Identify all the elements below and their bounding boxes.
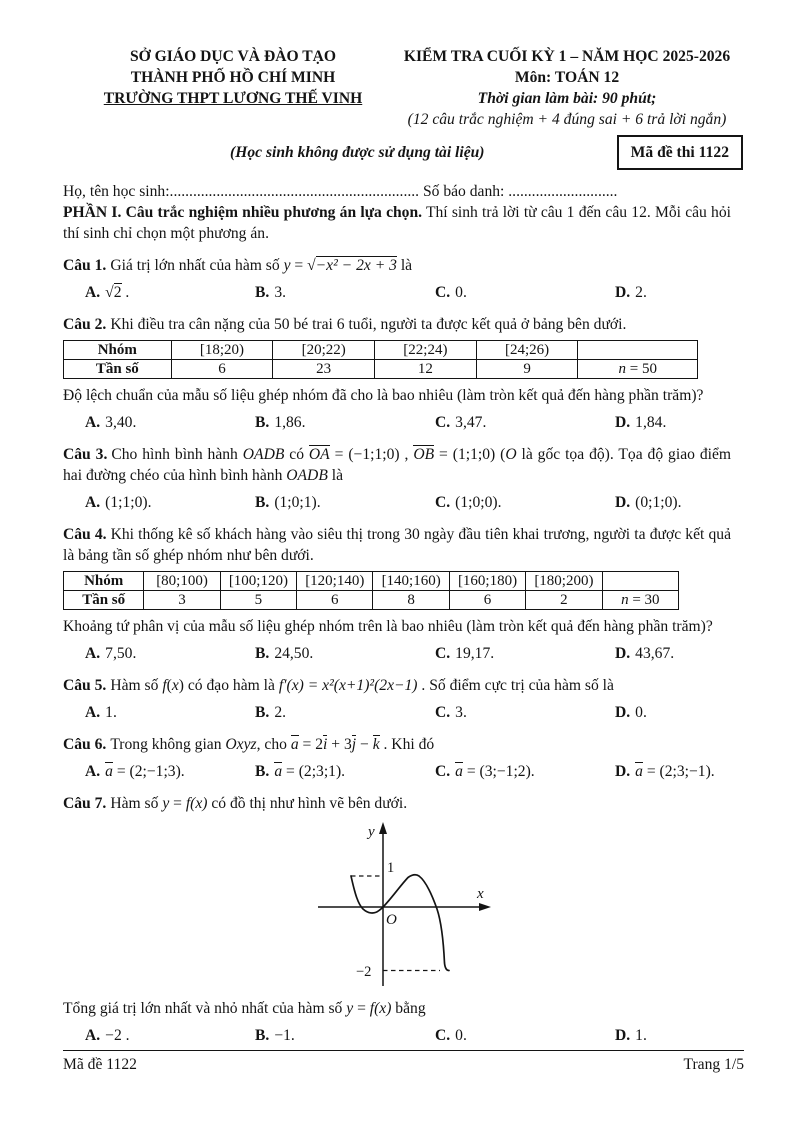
- table-cell: 3: [144, 591, 220, 610]
- table-cell: [22;24): [375, 341, 477, 360]
- exam-structure: (12 câu trắc nghiệm + 4 đúng sai + 6 trả lời ngắn): [407, 111, 727, 128]
- table-cell: 8: [373, 591, 449, 610]
- table-cell: [120;140): [297, 572, 373, 591]
- table-cell: n = 50: [578, 360, 698, 379]
- question-2-label: Câu 2.: [63, 316, 107, 333]
- table-cell: Tần số: [64, 591, 144, 610]
- q2-frequency-table: [63, 340, 698, 379]
- question-2: [63, 314, 731, 433]
- question-1-option-b: B. 3.: [255, 284, 287, 301]
- origin-label: O: [386, 912, 397, 928]
- exam-title: KIỂM TRA CUỐI KỲ 1 – NĂM HỌC 2025-2026: [403, 48, 731, 65]
- question-6-body: Trong không gian Oxyz, cho a = 2i + 3j − k . Khi đó: [110, 736, 435, 753]
- question-1-option-c: C. 0.: [435, 284, 467, 301]
- question-7-label: Câu 7.: [63, 795, 107, 812]
- question-6: [63, 734, 731, 782]
- question-3-text: [63, 444, 731, 486]
- part1-heading-rest: Thí sinh trả lời từ câu 1 đến câu 12. Mỗi câu hỏi thí sinh chỉ chọn một phương án.: [63, 204, 731, 242]
- table-cell: 5: [220, 591, 296, 610]
- table-cell: Nhóm: [64, 341, 172, 360]
- question-5-option-b: B. 2.: [255, 704, 287, 721]
- table-cell: [602, 572, 678, 591]
- footer-exam-code: Mã đề 1122: [63, 1056, 137, 1073]
- table-cell: [140;160): [373, 572, 449, 591]
- question-5-text: [63, 675, 731, 696]
- no-materials-note: (Học sinh không được sử dụng tài liệu): [230, 144, 485, 161]
- question-3-option-d: D. (0;1;0).: [615, 494, 682, 511]
- question-4-text: [63, 524, 731, 566]
- question-1-body: Giá trị lớn nhất của hàm số y = √−x² − 2x + 3 là: [110, 257, 413, 274]
- tick-label-1: 1: [387, 860, 395, 876]
- question-6-option-b: B. a = (2;3;1).: [255, 763, 346, 780]
- table-cell: [100;120): [220, 572, 296, 591]
- school-name: TRƯỜNG THPT LƯƠNG THẾ VINH: [103, 90, 363, 107]
- question-6-text: [63, 734, 731, 755]
- q7-function-graph: [310, 820, 510, 992]
- student-name-dots: ................................................................: [169, 183, 420, 200]
- question-6-option-d: D. a = (2;3;−1).: [615, 763, 715, 780]
- header: [63, 46, 731, 130]
- question-3-option-a: A. (1;1;0).: [85, 494, 152, 511]
- question-2-options: [63, 412, 731, 433]
- q4-frequency-table: [63, 571, 679, 610]
- part1-heading-bold: PHẦN I. Câu trắc nghiệm nhiều phương án lựa chọn.: [63, 204, 423, 221]
- table-cell: 23: [273, 360, 375, 379]
- question-1-label: Câu 1.: [63, 257, 107, 274]
- question-3: [63, 444, 731, 513]
- exam-duration: Thời gian làm bài: 90 phút;: [477, 90, 657, 107]
- question-4: [63, 524, 731, 664]
- question-6-options: [63, 761, 731, 782]
- part1-heading: [63, 202, 731, 244]
- question-7: [63, 793, 731, 1046]
- table-cell: 6: [171, 360, 273, 379]
- question-6-option-a: A. a = (2;−1;3).: [85, 763, 185, 780]
- question-4-label: Câu 4.: [63, 526, 107, 543]
- table-cell: n = 30: [602, 591, 678, 610]
- table-cell: [80;100): [144, 572, 220, 591]
- question-7-body: Hàm số y = f(x) có đồ thị như hình vẽ bên dưới.: [110, 795, 408, 812]
- question-1-option-d: D. 2.: [615, 284, 647, 301]
- question-5-label: Câu 5.: [63, 677, 107, 694]
- question-2-ask: Độ lệch chuẩn của mẫu số liệu ghép nhóm đã cho là bao nhiêu (làm tròn kết quả đến hàng phần trăm)?: [63, 387, 704, 404]
- question-2-option-a: A. 3,40.: [85, 414, 137, 431]
- table-cell: Tần số: [64, 360, 172, 379]
- question-1-option-a: A. √2 .: [85, 284, 130, 301]
- department-name: SỞ GIÁO DỤC VÀ ĐÀO TẠO: [129, 48, 337, 65]
- question-2-text: [63, 314, 731, 335]
- question-7-option-c: C. 0.: [435, 1027, 467, 1044]
- note-row: [63, 135, 731, 170]
- question-5-body: Hàm số f(x) có đạo hàm là f′(x) = x²(x+1)²(2x−1) . Số điểm cực trị của hàm số là: [110, 677, 614, 694]
- question-5: [63, 675, 731, 723]
- table-cell: [18;20): [171, 341, 273, 360]
- question-1-text: [63, 255, 731, 276]
- table-cell: 2: [526, 591, 602, 610]
- question-1: [63, 255, 731, 303]
- question-3-option-b: B. (1;0;1).: [255, 494, 321, 511]
- x-axis-label: x: [477, 886, 484, 902]
- question-2-option-d: D. 1,84.: [615, 414, 667, 431]
- question-2-body: Khi điều tra cân nặng của 50 bé trai 6 tuổi, người ta được kết quả ở bảng bên dưới.: [110, 316, 627, 333]
- table-cell: 6: [297, 591, 373, 610]
- question-6-label: Câu 6.: [63, 736, 107, 753]
- question-3-options: [63, 492, 731, 513]
- question-1-options: [63, 282, 731, 303]
- question-4-option-d: D. 43,67.: [615, 645, 675, 662]
- table-cell: 6: [449, 591, 525, 610]
- exam-subject: Môn: TOÁN 12: [514, 69, 620, 86]
- function-graph-svg: [310, 820, 510, 992]
- y-axis-label: y: [368, 824, 375, 840]
- question-3-option-c: C. (1;0;0).: [435, 494, 502, 511]
- question-7-options: [63, 1025, 731, 1046]
- question-4-option-c: C. 19,17.: [435, 645, 495, 662]
- table-cell: [24;26): [476, 341, 578, 360]
- question-3-label: Câu 3.: [63, 446, 108, 463]
- question-4-body: Khi thống kê số khách hàng vào siêu thị trong 30 ngày đầu tiên khai trương, người ta được kết quả là bảng tần số ghép nhóm như bên dưới.: [63, 526, 732, 564]
- question-4-option-b: B. 24,50.: [255, 645, 314, 662]
- question-2-option-c: C. 3,47.: [435, 414, 487, 431]
- table-cell: [180;200): [526, 572, 602, 591]
- question-4-options: [63, 643, 731, 664]
- question-7-option-b: B. −1.: [255, 1027, 295, 1044]
- header-left-block: [63, 46, 403, 130]
- function-curve: [351, 875, 449, 971]
- question-4-option-a: A. 7,50.: [85, 645, 137, 662]
- table-cell: [20;22): [273, 341, 375, 360]
- question-7-text: [63, 793, 731, 814]
- header-right-block: [403, 46, 731, 130]
- x-axis-arrow: [479, 903, 491, 911]
- student-id-dots: ............................: [508, 183, 618, 200]
- question-5-option-a: A. 1.: [85, 704, 117, 721]
- city-name: THÀNH PHỐ HỒ CHÍ MINH: [130, 69, 336, 86]
- question-7-ask: Tổng giá trị lớn nhất và nhỏ nhất của hàm số y = f(x) bằng: [63, 1000, 426, 1017]
- exam-code-box: Mã đề thi 1122: [617, 135, 743, 170]
- question-7-option-d: D. 1.: [615, 1027, 647, 1044]
- footer-page-number: Trang 1/5: [683, 1056, 744, 1073]
- question-6-option-c: C. a = (3;−1;2).: [435, 763, 535, 780]
- question-4-ask: Khoảng tứ phân vị của mẫu số liệu ghép nhóm trên là bao nhiêu (làm tròn kết quả đến hàng phần trăm)?: [63, 618, 713, 635]
- student-info-line: [63, 181, 731, 202]
- question-5-options: [63, 702, 731, 723]
- question-2-option-b: B. 1,86.: [255, 414, 306, 431]
- table-cell: 9: [476, 360, 578, 379]
- question-5-option-d: D. 0.: [615, 704, 647, 721]
- table-cell: [160;180): [449, 572, 525, 591]
- table-cell: [578, 341, 698, 360]
- student-id-label: Số báo danh:: [419, 183, 509, 200]
- table-cell: Nhóm: [64, 572, 144, 591]
- y-axis-arrow: [379, 822, 387, 834]
- page-footer: [63, 1050, 744, 1075]
- student-name-label: Họ, tên học sinh:: [63, 183, 170, 200]
- question-3-body: Cho hình bình hành OADB có OA = (−1;1;0) , OB = (1;1;0) (O là gốc tọa độ). Tọa độ giao điểm hai đường chéo của hình bình hành OADB là: [63, 446, 732, 484]
- question-7-option-a: A. −2 .: [85, 1027, 130, 1044]
- tick-label-minus-2: −2: [356, 964, 372, 980]
- table-cell: 12: [375, 360, 477, 379]
- question-5-option-c: C. 3.: [435, 704, 467, 721]
